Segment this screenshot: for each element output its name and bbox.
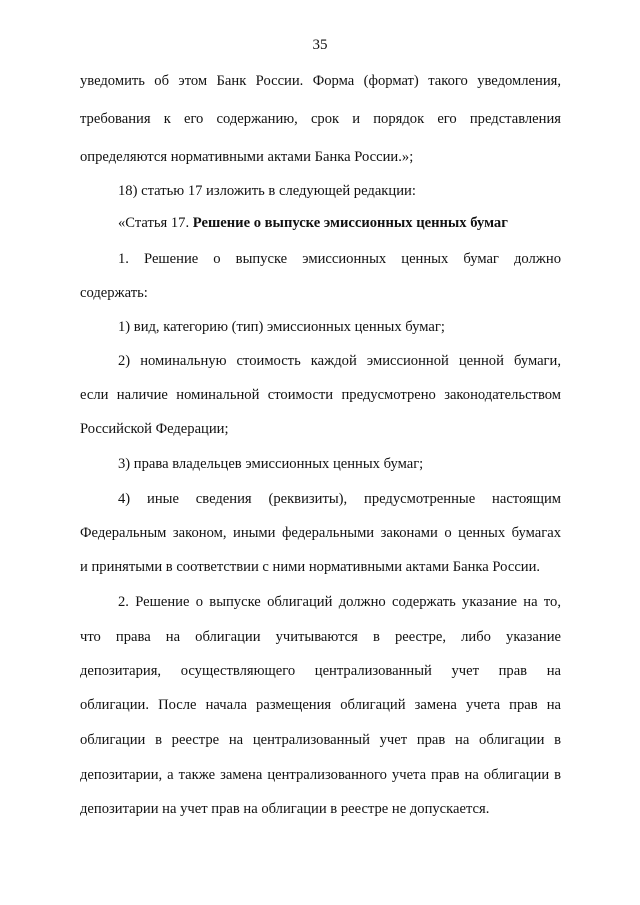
text-line: что права на облигации учитываются в реестре, либо указание — [80, 629, 561, 645]
text-line: 1. Решение о выпуске эмиссионных ценных бумаг должно — [118, 251, 561, 267]
text-line: уведомить об этом Банк России. Форма (формат) такого уведомления, — [80, 73, 561, 89]
text-line: Российской Федерации; — [80, 421, 229, 437]
text-line: если наличие номинальной стоимости предусмотрено законодательством — [80, 387, 561, 403]
text-line: депозитарии, а также замена централизованного учета прав на облигации в — [80, 767, 561, 783]
text-line: Федеральным законом, иными федеральными законами о ценных бумагах — [80, 525, 561, 541]
text-line: и принятыми в соответствии с ними нормативными актами Банка России. — [80, 559, 541, 575]
text-line: содержать: — [80, 285, 148, 301]
text-line: требования к его содержанию, срок и порядок его представления — [80, 111, 561, 127]
text-line: депозитария, осуществляющего централизованный учет прав на — [80, 663, 561, 679]
text-line: 2. Решение о выпуске облигаций должно содержать указание на то, — [118, 594, 561, 610]
text-line: 2) номинальную стоимость каждой эмиссионной ценной бумаги, — [118, 353, 561, 369]
article-title: Решение о выпуске эмиссионных ценных бумаг — [192, 215, 508, 231]
text-line: 4) иные сведения (реквизиты), предусмотренные настоящим — [118, 491, 561, 507]
text-line: облигации в реестре на централизованный учет прав на облигации в — [80, 732, 561, 748]
article-number: «Статья 17. — [118, 215, 193, 231]
text-line: 1) вид, категорию (тип) эмиссионных ценных бумаг; — [118, 319, 445, 335]
page-number: 35 — [312, 37, 328, 53]
text-line: определяются нормативными актами Банка России.»; — [80, 149, 414, 165]
text-line: 18) статью 17 изложить в следующей редакции: — [118, 183, 416, 199]
text-line: 3) права владельцев эмиссионных ценных бумаг; — [118, 456, 424, 472]
text-line: облигации. После начала размещения облигаций замена учета прав на — [80, 697, 561, 713]
article-heading — [118, 214, 561, 232]
text-line: депозитарии на учет прав на облигации в реестре не допускается. — [80, 801, 490, 817]
